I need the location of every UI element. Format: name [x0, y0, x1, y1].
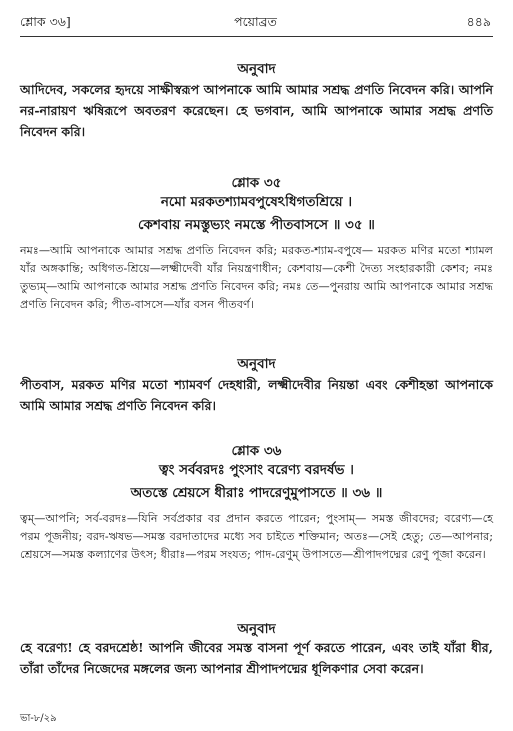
verse-35-line-1: নমো মরকতশ্যামবপুষেঽধিগতশ্রিয়ে । [160, 194, 353, 210]
header-rule [20, 36, 493, 37]
page-number: ৪৪৯ [466, 14, 491, 29]
synonyms-35: নমঃ—আমি আপনাকে আমার সশ্রদ্ধ প্রণতি নিবেদন করি; মরকত-শ্যাম-বপুষে— মরকত মণির মতো শ্যামল যাঁর অঙ্গকান্তি; অধিগত-শ্রিয়ে—লক্ষ্মীদেবী যাঁর নিয়ন্ত্রণাধীন; কেশবায়—কেশী দৈত্য সংহারকারী কেশব; নমঃ তুভ্যম্—আমি আপনাকে আমার সশ্রদ্ধ প্রণতি নিবেদন করি; নমঃ তে—পুনরায় আমি আপনাকে আমার সশ্রদ্ধ প্রণতি নিবেদন করি; পীত-বাসসে—যাঁর বসন পীতবর্ণ। [20, 244, 493, 311]
translation-heading-34: অনুবাদ [237, 61, 276, 77]
page-header [20, 14, 491, 32]
synonyms-36: ত্বম্—আপনি; সর্ব-বরদঃ—যিনি সর্বপ্রকার বর প্রদান করতে পারেন; পুংসাম্— সমস্ত জীবদের; বরেণ্য—হে পরম পূজনীয়; বরদ-ঋষভ—সমস্ত বরদাতাদের মধ্যে সব চাইতে শক্তিমান; অতঃ—সেই হেতু; তে—আপনার; শ্রেয়সে—সমস্ত কল্যাণের উৎস; ধীরাঃ—পরম সংযত; পাদ-রেণুম্ উপাসতে—শ্রীপাদপদ্মের রেণু পূজা করেন। [20, 512, 493, 561]
footer-signature: ভা-৮/২৯ [20, 713, 57, 724]
translation-heading-35: অনুবাদ [237, 356, 276, 372]
chapter-title: পয়োব্রত [234, 14, 277, 29]
verse-reference: শ্লোক ৩৬] [20, 14, 71, 29]
verse-36-line-1: ত্বং সর্ববরদঃ পুংসাং বরেণ্য বরদর্ষভ । [159, 462, 354, 478]
translation-text-35: পীতবাস, মরকত মণির মতো শ্যামবর্ণ দেহধারী, লক্ষ্মীদেবীর নিয়ন্তা এবং কেশীহন্তা আপনাকে আমি আমার সশ্রদ্ধ প্রণতি নিবেদন করি। [20, 377, 493, 413]
verse-35-line-2: কেশবায় নমস্তুভ্যং নমস্তে পীতবাসসে ॥ ৩৫ ॥ [138, 217, 375, 233]
verse-heading-36: শ্লোক ৩৬ [231, 443, 282, 459]
verse-heading-35: শ্লোক ৩৫ [231, 175, 282, 191]
translation-text-34: আদিদেব, সকলের হৃদয়ে সাক্ষীস্বরূপ আপনাকে আমি আমার সশ্রদ্ধ প্রণতি নিবেদন করি। আপনি নর-নারায়ণ ঋষিরূপে অবতরণ করেছেন। হে ভগবান, আমি আপনাকে আমার সশ্রদ্ধ প্রণতি নিবেদন করি। [20, 82, 493, 139]
translation-text-36: হে বরেণ্য! হে বরদশ্রেষ্ঠ! আপনি জীবের সমস্ত বাসনা পূর্ণ করতে পারেন, এবং তাই যাঁরা ধীর, তাঁরা তাঁদের নিজেদের মঙ্গলের জন্য আপনার শ্রীপাদপদ্মের ধূলিকণার সেবা করেন। [20, 640, 493, 676]
translation-heading-36: অনুবাদ [237, 621, 276, 637]
verse-36-line-2: অতস্তে শ্রেয়সে ধীরাঃ পাদরেণুমুপাসতে ॥ ৩৬ ॥ [130, 485, 383, 501]
